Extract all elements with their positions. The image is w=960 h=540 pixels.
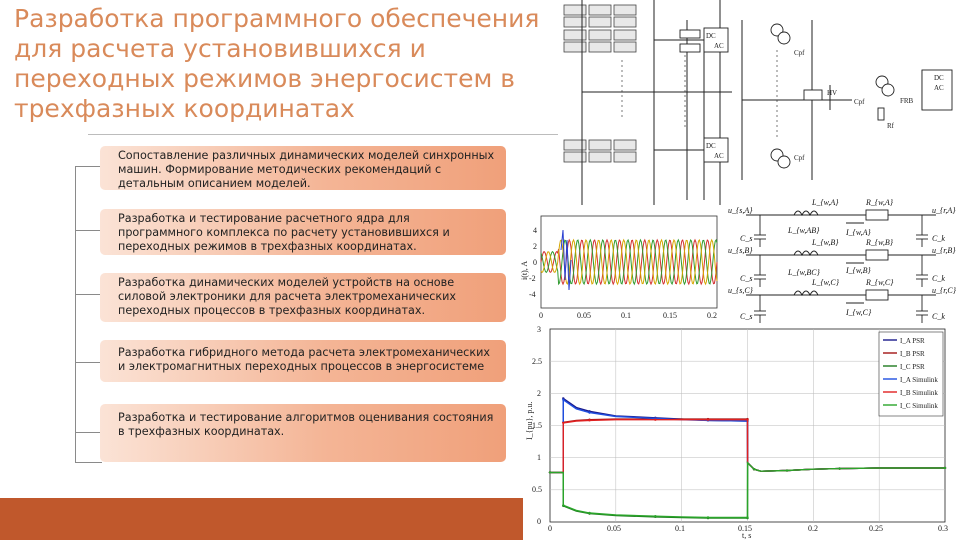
list-item <box>100 146 506 190</box>
list-connector <box>75 294 102 295</box>
data-point <box>654 419 656 421</box>
circuit-label: L_{w,C} <box>812 278 839 287</box>
list-item <box>100 209 506 255</box>
y-axis-label: I_{pu}, p.u. <box>525 401 534 440</box>
circuit-label: R_{w,B} <box>866 238 893 247</box>
circuit-label: I_{w,A} <box>846 228 871 237</box>
solar-panel-icon <box>614 30 636 40</box>
list-item <box>100 404 506 462</box>
data-point <box>786 469 788 471</box>
solar-panel-icon <box>564 17 586 27</box>
solar-panel-icon <box>614 140 636 150</box>
diagram-label: DC <box>706 32 716 40</box>
circuit-label: u_{r,B} <box>932 246 956 255</box>
circuit-label: L_{w,AB} <box>788 226 820 235</box>
diagram-label: DC <box>934 74 944 82</box>
data-point <box>562 422 564 424</box>
solar-panel-icon <box>589 152 611 162</box>
y-tick-label: 1 <box>537 453 541 462</box>
data-point <box>707 516 709 518</box>
tick-label: 0.1 <box>621 311 631 320</box>
solar-panel-icon <box>589 17 611 27</box>
diagram-label: Rf <box>887 122 894 130</box>
solar-panel-icon <box>564 140 586 150</box>
diagram-label: Cpf <box>854 98 865 106</box>
diagram-label: Cpf <box>794 154 805 162</box>
solar-panel-icon <box>564 30 586 40</box>
y-tick-label: 0.5 <box>532 485 542 494</box>
solar-panel-icon <box>614 17 636 27</box>
data-point <box>746 516 748 518</box>
list-item-text: Сопоставление различных динамических моделей синхронных машин. Формирование методических рекомендаций с детальным описанием моделей. <box>118 149 495 191</box>
data-point <box>549 471 551 473</box>
solar-panel-icon <box>589 5 611 15</box>
axis-label: i(t), A <box>520 260 529 280</box>
diagram-label: FRB <box>900 97 914 105</box>
circuit-label: u_{s,A} <box>728 206 753 215</box>
solar-panel-icon <box>614 5 636 15</box>
x-tick-label: 0.25 <box>869 524 883 533</box>
y-tick-label: 2.5 <box>532 357 542 366</box>
circuit-label: C_k <box>932 312 945 321</box>
circuit-label: C_s <box>740 274 753 283</box>
y-tick-label: 0 <box>537 517 541 526</box>
x-tick-label: 0.15 <box>738 524 752 533</box>
list-item <box>100 340 506 382</box>
tick-label: 0 <box>539 311 543 320</box>
pv-system-diagram <box>562 0 960 205</box>
x-tick-label: 0 <box>548 524 552 533</box>
x-tick-label: 0.05 <box>607 524 621 533</box>
circuit-label: L_{w,B} <box>812 238 839 247</box>
list-connector <box>75 362 102 363</box>
tick-label: 0.15 <box>663 311 677 320</box>
y-tick-label: 2 <box>537 389 541 398</box>
tick-label: 0.05 <box>577 311 591 320</box>
solar-panel-icon <box>564 152 586 162</box>
data-point <box>944 467 946 469</box>
circuit-label: I_{w,B} <box>846 266 871 275</box>
circuit-label: I_{w,C} <box>846 308 872 317</box>
list-connector <box>75 166 102 462</box>
circuit-label: L_{w,BC} <box>788 268 820 277</box>
diagram-label: HV <box>827 89 838 97</box>
diagram-label: Cpf <box>794 49 805 57</box>
solar-panel-icon <box>564 42 586 52</box>
diagram-label: AC <box>714 152 724 160</box>
diagram-label: AC <box>934 84 944 92</box>
circuit-label: u_{r,C} <box>932 286 956 295</box>
legend-label: I_C PSR <box>900 363 925 371</box>
x-tick-label: 0.3 <box>938 524 948 533</box>
tick-label: 0.2 <box>707 311 717 320</box>
y-tick-label: 1.5 <box>532 421 542 430</box>
circuit-label: C_k <box>932 234 945 243</box>
x-tick-label: 0.2 <box>808 524 818 533</box>
data-point <box>707 419 709 421</box>
circuit-label: C_s <box>740 234 753 243</box>
data-point <box>588 419 590 421</box>
list-connector <box>75 462 102 463</box>
circuit-label: C_s <box>740 312 753 321</box>
solar-panel-icon <box>614 152 636 162</box>
circuit-label: u_{s,B} <box>728 246 753 255</box>
page-title: Разработка программного обеспечения для расчета установившихся и переходных режимов энергосистем в трехфазных координатах <box>14 4 540 123</box>
list-item <box>100 273 506 322</box>
tick-label: 2 <box>533 242 537 251</box>
tick-label: -2 <box>529 274 536 283</box>
tick-label: 4 <box>533 226 537 235</box>
data-point <box>654 515 656 517</box>
data-point <box>753 468 755 470</box>
y-tick-label: 3 <box>537 325 541 334</box>
solar-panel-icon <box>589 140 611 150</box>
data-point <box>746 419 748 421</box>
diagram-label: DC <box>706 142 716 150</box>
solar-panel-icon <box>589 30 611 40</box>
solar-panel-icon <box>614 42 636 52</box>
legend-label: I_A PSR <box>900 337 925 345</box>
list-item-text: Разработка динамических моделей устройств на основе силовой электроники для расчета электромеханических переходных процессов в трехфазных координатах. <box>118 276 457 318</box>
data-point <box>588 411 590 413</box>
circuit-label: C_k <box>932 274 945 283</box>
data-point <box>562 504 564 506</box>
solar-panel-icon <box>589 42 611 52</box>
title-divider <box>88 134 558 135</box>
data-point <box>588 512 590 514</box>
current-comparison-chart <box>521 324 960 540</box>
list-item-text: Разработка и тестирование алгоритмов оценивания состояния в трехфазных координатах. <box>118 411 494 439</box>
legend-label: I_A Simulink <box>900 376 938 384</box>
legend-label: I_C Simulink <box>900 402 938 410</box>
circuit-label: R_{w,A} <box>866 198 893 207</box>
x-axis-label: t, s <box>742 531 752 540</box>
circuit-label: L_{w,A} <box>812 198 839 207</box>
legend-label: I_B Simulink <box>900 389 938 397</box>
tick-label: -4 <box>529 290 536 299</box>
circuit-label: u_{s,C} <box>728 286 753 295</box>
data-point <box>562 399 564 401</box>
circuit-label: u_{r,A} <box>932 206 956 215</box>
list-item-text: Разработка гибридного метода расчета электромеханических и электромагнитных переходных процессов в энергосистеме <box>118 346 490 374</box>
circuit-label: R_{w,C} <box>866 278 894 287</box>
solar-panel-icon <box>564 5 586 15</box>
data-point <box>838 467 840 469</box>
legend-label: I_B PSR <box>900 350 925 358</box>
x-tick-label: 0.1 <box>675 524 685 533</box>
tick-label: 0 <box>533 258 537 267</box>
list-connector <box>75 230 102 231</box>
circuit-diagram <box>726 193 960 328</box>
footer-bar <box>0 498 523 540</box>
list-item-text: Разработка и тестирование расчетного ядра для программного комплекса по расчету установившихся и переходных режимов в трехфазных координатах. <box>118 212 450 254</box>
waveform-chart <box>517 210 722 325</box>
list-connector <box>75 432 102 433</box>
diagram-label: AC <box>714 42 724 50</box>
